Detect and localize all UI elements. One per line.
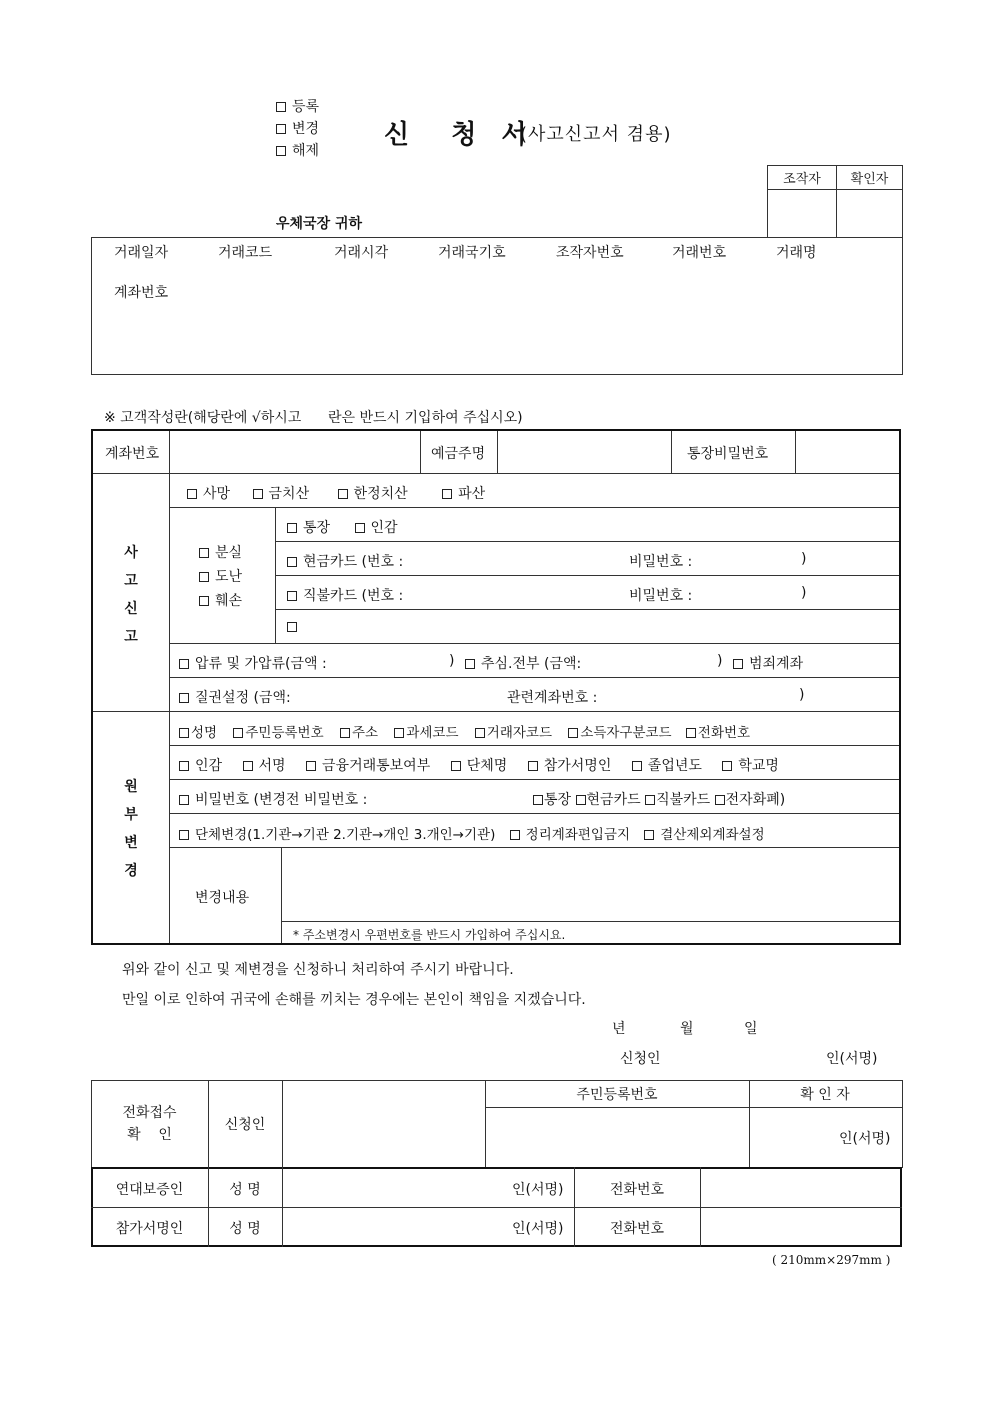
pledge-close: ): [799, 687, 805, 703]
checkbox-icon[interactable]: [253, 489, 263, 499]
checkbox-icon[interactable]: [465, 659, 475, 669]
seizure-close: ): [449, 653, 455, 669]
debit-card-pw-label: 비밀번호 :: [629, 588, 693, 604]
checkbox-icon[interactable]: [187, 489, 197, 499]
checkbox-icon[interactable]: [287, 557, 297, 567]
checkbox-icon[interactable]: [442, 489, 452, 499]
checkbox-icon[interactable]: [179, 728, 189, 738]
checkbox-icon[interactable]: [340, 728, 350, 738]
cash-card-pw-label: 비밀번호 :: [629, 554, 693, 570]
checkbox-icon[interactable]: [233, 728, 243, 738]
change-content-input[interactable]: [285, 851, 895, 917]
option-group-name[interactable]: 단체명: [451, 755, 508, 775]
checkbox-icon[interactable]: [715, 795, 725, 805]
option-school-name[interactable]: 학교명: [722, 755, 779, 775]
declaration-line2: 만일 이로 인하여 귀국에 손해를 끼치는 경우에는 본인이 책임을 지겠습니다.: [122, 992, 586, 1008]
date-year: 년: [612, 1021, 626, 1037]
passbook-pw-input[interactable]: [799, 433, 895, 471]
option-seal[interactable]: 인감: [355, 517, 398, 537]
checkbox-icon[interactable]: [733, 659, 743, 669]
option-tax-code[interactable]: 과세코드: [394, 721, 458, 741]
approver-operator: 조작자: [768, 166, 837, 190]
field-date: 거래일자: [114, 245, 169, 261]
paper-size: ( 210mm×297mm ): [772, 1253, 891, 1267]
option-pw-change[interactable]: 비밀번호 (변경전 비밀번호 :: [179, 789, 367, 809]
resident-no-label: 주민등록번호: [576, 1087, 658, 1103]
field-time: 거래시각: [334, 245, 389, 261]
main-form: [91, 429, 901, 945]
resident-no-input[interactable]: [486, 1108, 748, 1166]
option-collection[interactable]: 추심.전부 (금액:: [465, 653, 581, 673]
depositor-label: 예금주명: [431, 446, 486, 462]
option-phone[interactable]: 전화번호: [686, 721, 750, 741]
confirmer-seal[interactable]: 인(서명): [839, 1131, 891, 1147]
approver-box: [767, 165, 903, 238]
participant-label: 참가서명인: [115, 1221, 184, 1237]
passbook-pw-label: 통장비밀번호: [687, 446, 769, 462]
applicant-label: 신청인: [620, 1051, 661, 1067]
participant-name-label: 성 명: [229, 1221, 261, 1237]
option-participant[interactable]: 참가서명인: [528, 755, 612, 775]
form-subtitle: (사고신고서 겸용): [520, 124, 672, 145]
pw-change-close: ): [779, 792, 786, 808]
option-cancel[interactable]: [276, 144, 319, 166]
accident-section-label: [93, 539, 169, 651]
field-office: 거래국기호: [438, 245, 506, 261]
option-seal-change[interactable]: 인감: [179, 755, 222, 775]
option-signature[interactable]: 서명: [243, 755, 286, 775]
bottom-table: [91, 1080, 902, 1247]
checkbox-icon[interactable]: [243, 761, 253, 771]
passbook-items: [287, 517, 398, 537]
change-row1: [179, 721, 750, 741]
transaction-box: [91, 237, 903, 375]
account-number-input[interactable]: [173, 433, 417, 471]
checkbox-icon[interactable]: [287, 523, 297, 533]
checkbox-icon[interactable]: [179, 830, 189, 840]
checkbox-icon[interactable]: [355, 523, 365, 533]
option-pw-cash-card[interactable]: 현금카드: [576, 789, 641, 809]
checkbox-icon[interactable]: [645, 795, 655, 805]
participant-seal[interactable]: 인(서명): [512, 1221, 564, 1237]
declaration-line1: 위와 같이 신고 및 제변경을 신청하니 처리하여 주시기 바랍니다.: [122, 962, 514, 978]
checkbox-icon[interactable]: [199, 572, 209, 582]
checkbox-icon[interactable]: [475, 728, 485, 738]
form-type-options: [276, 100, 319, 166]
option-damaged[interactable]: 훼손: [199, 589, 242, 613]
option-passbook[interactable]: 통장: [287, 517, 330, 537]
option-lost[interactable]: 분실: [199, 541, 242, 565]
option-seizure[interactable]: 압류 및 가압류(금액 :: [179, 653, 327, 673]
bottom-applicant-label: 신청인: [224, 1117, 266, 1133]
recipient: 우체국장 귀하: [276, 216, 363, 232]
checkbox-icon[interactable]: [568, 728, 578, 738]
confirmer-label: 확 인 자: [800, 1087, 850, 1103]
checkbox-icon[interactable]: [199, 596, 209, 606]
option-limited-incompetent[interactable]: 한정치산: [338, 483, 408, 503]
guarantor-seal[interactable]: 인(서명): [512, 1182, 564, 1198]
option-register[interactable]: [276, 100, 319, 122]
option-incompetent[interactable]: 금치산: [253, 483, 310, 503]
option-label: 해제: [292, 143, 320, 159]
change-content-label: 변경내용: [195, 890, 250, 906]
guarantor-name-label: 성 명: [229, 1182, 261, 1198]
collection-close: ): [717, 653, 723, 669]
checkbox-icon[interactable]: [576, 795, 586, 805]
accident-char: 사고신고: [124, 545, 138, 645]
approver-confirmer: 확인자: [837, 166, 903, 190]
debit-card-close: ): [801, 585, 807, 601]
option-debit-card[interactable]: 직불카드 (번호 :: [287, 585, 403, 605]
checkbox-icon[interactable]: [306, 761, 316, 771]
checkbox-icon[interactable]: [510, 830, 520, 840]
checkbox-icon[interactable]: [179, 761, 189, 771]
option-graduation-year[interactable]: 졸업년도: [632, 755, 702, 775]
checkbox-icon[interactable]: [394, 728, 404, 738]
change-row2: [179, 755, 779, 775]
loss-types: [199, 541, 242, 613]
option-cash-card[interactable]: 현금카드 (번호 :: [287, 551, 403, 571]
phone-receipt-label: 전화접수 확 인: [122, 1105, 177, 1143]
field-name: 거래명: [776, 245, 817, 261]
option-pw-e-money[interactable]: 전자화폐: [715, 789, 780, 809]
checkbox-icon[interactable]: [199, 548, 209, 558]
checkbox-icon[interactable]: [632, 761, 642, 771]
option-death[interactable]: 사망: [187, 483, 230, 503]
field-number: 거래번호: [672, 245, 727, 261]
checkbox-icon[interactable]: [179, 659, 189, 669]
checkbox-icon[interactable]: [533, 795, 543, 805]
cash-card-close: ): [801, 551, 807, 567]
participant-phone-label: 전화번호: [609, 1221, 665, 1237]
option-pledge[interactable]: 질권설정 (금액:: [179, 687, 291, 707]
guarantor-phone-input[interactable]: [702, 1169, 899, 1206]
checkbox-icon[interactable]: [179, 795, 189, 805]
checkbox-icon[interactable]: [287, 622, 297, 632]
field-operator: 조작자번호: [556, 245, 624, 261]
option-notification[interactable]: 금융거래통보여부: [306, 755, 430, 775]
checkbox-icon[interactable]: [179, 693, 189, 703]
pw-change-items: [533, 789, 785, 809]
change-section-label: [93, 773, 169, 885]
option-other[interactable]: [287, 619, 303, 635]
field-code: 거래코드: [218, 245, 273, 261]
depositor-input[interactable]: [501, 433, 669, 471]
option-income-code[interactable]: 소득자구분코드: [568, 721, 671, 741]
option-pw-passbook[interactable]: 통장: [533, 789, 571, 809]
checkbox-icon[interactable]: [338, 489, 348, 499]
guarantor-label: 연대보증인: [115, 1182, 184, 1198]
checkbox-icon[interactable]: [451, 761, 461, 771]
option-crime-account[interactable]: 범죄계좌: [733, 653, 803, 673]
checkbox-icon[interactable]: [528, 761, 538, 771]
operator-sign-box[interactable]: [768, 190, 837, 238]
guarantor-phone-label: 전화번호: [609, 1182, 665, 1198]
participant-phone-input[interactable]: [702, 1209, 899, 1245]
option-label: 등록: [292, 99, 320, 115]
applicant-seal[interactable]: 인(서명): [826, 1051, 878, 1067]
change-char: 원부변경: [124, 779, 138, 879]
bottom-applicant-input[interactable]: [283, 1081, 484, 1166]
checkbox-icon[interactable]: [276, 102, 286, 112]
checkbox-icon[interactable]: [644, 830, 654, 840]
notice: ※ 고객작성란(해당란에 √하시고 란은 반드시 기입하여 주십시오): [104, 410, 523, 426]
option-group-change[interactable]: 단체변경(1.기관→기관 2.기관→개인 3.개인→기관): [179, 823, 495, 843]
date-month: 월: [680, 1021, 694, 1037]
change-row4: [179, 823, 765, 843]
option-stolen[interactable]: 도난: [199, 565, 242, 589]
option-address[interactable]: 주소: [340, 721, 378, 741]
option-change[interactable]: [276, 122, 319, 144]
seizure-row: [179, 653, 327, 673]
checkbox-icon[interactable]: [287, 591, 297, 601]
checkbox-icon[interactable]: [722, 761, 732, 771]
option-settlement[interactable]: 결산제외계좌설정: [644, 823, 764, 843]
option-label: 변경: [292, 121, 320, 137]
date-day: 일: [744, 1021, 758, 1037]
checkbox-icon[interactable]: [276, 146, 286, 156]
field-account: 계좌번호: [114, 285, 169, 301]
checkbox-icon[interactable]: [276, 124, 286, 134]
checkbox-icon[interactable]: [686, 728, 696, 738]
account-number-label: 계좌번호: [105, 446, 160, 462]
confirmer-sign-box[interactable]: [837, 190, 903, 238]
option-name[interactable]: 성명: [179, 721, 217, 741]
address-note: * 주소변경시 우편번호를 반드시 가입하여 주십시요.: [293, 928, 566, 942]
option-dormant[interactable]: 정리계좌편입금지: [510, 823, 630, 843]
option-bankruptcy[interactable]: 파산: [442, 483, 485, 503]
accident-row1: [187, 483, 485, 503]
option-resident-no[interactable]: 주민등록번호: [233, 721, 323, 741]
option-pw-debit-card[interactable]: 직불카드: [645, 789, 710, 809]
related-account-label: 관련계좌번호 :: [507, 690, 598, 706]
option-trader-code[interactable]: 거래자코드: [475, 721, 552, 741]
form-title: 신 청 서: [384, 120, 535, 150]
